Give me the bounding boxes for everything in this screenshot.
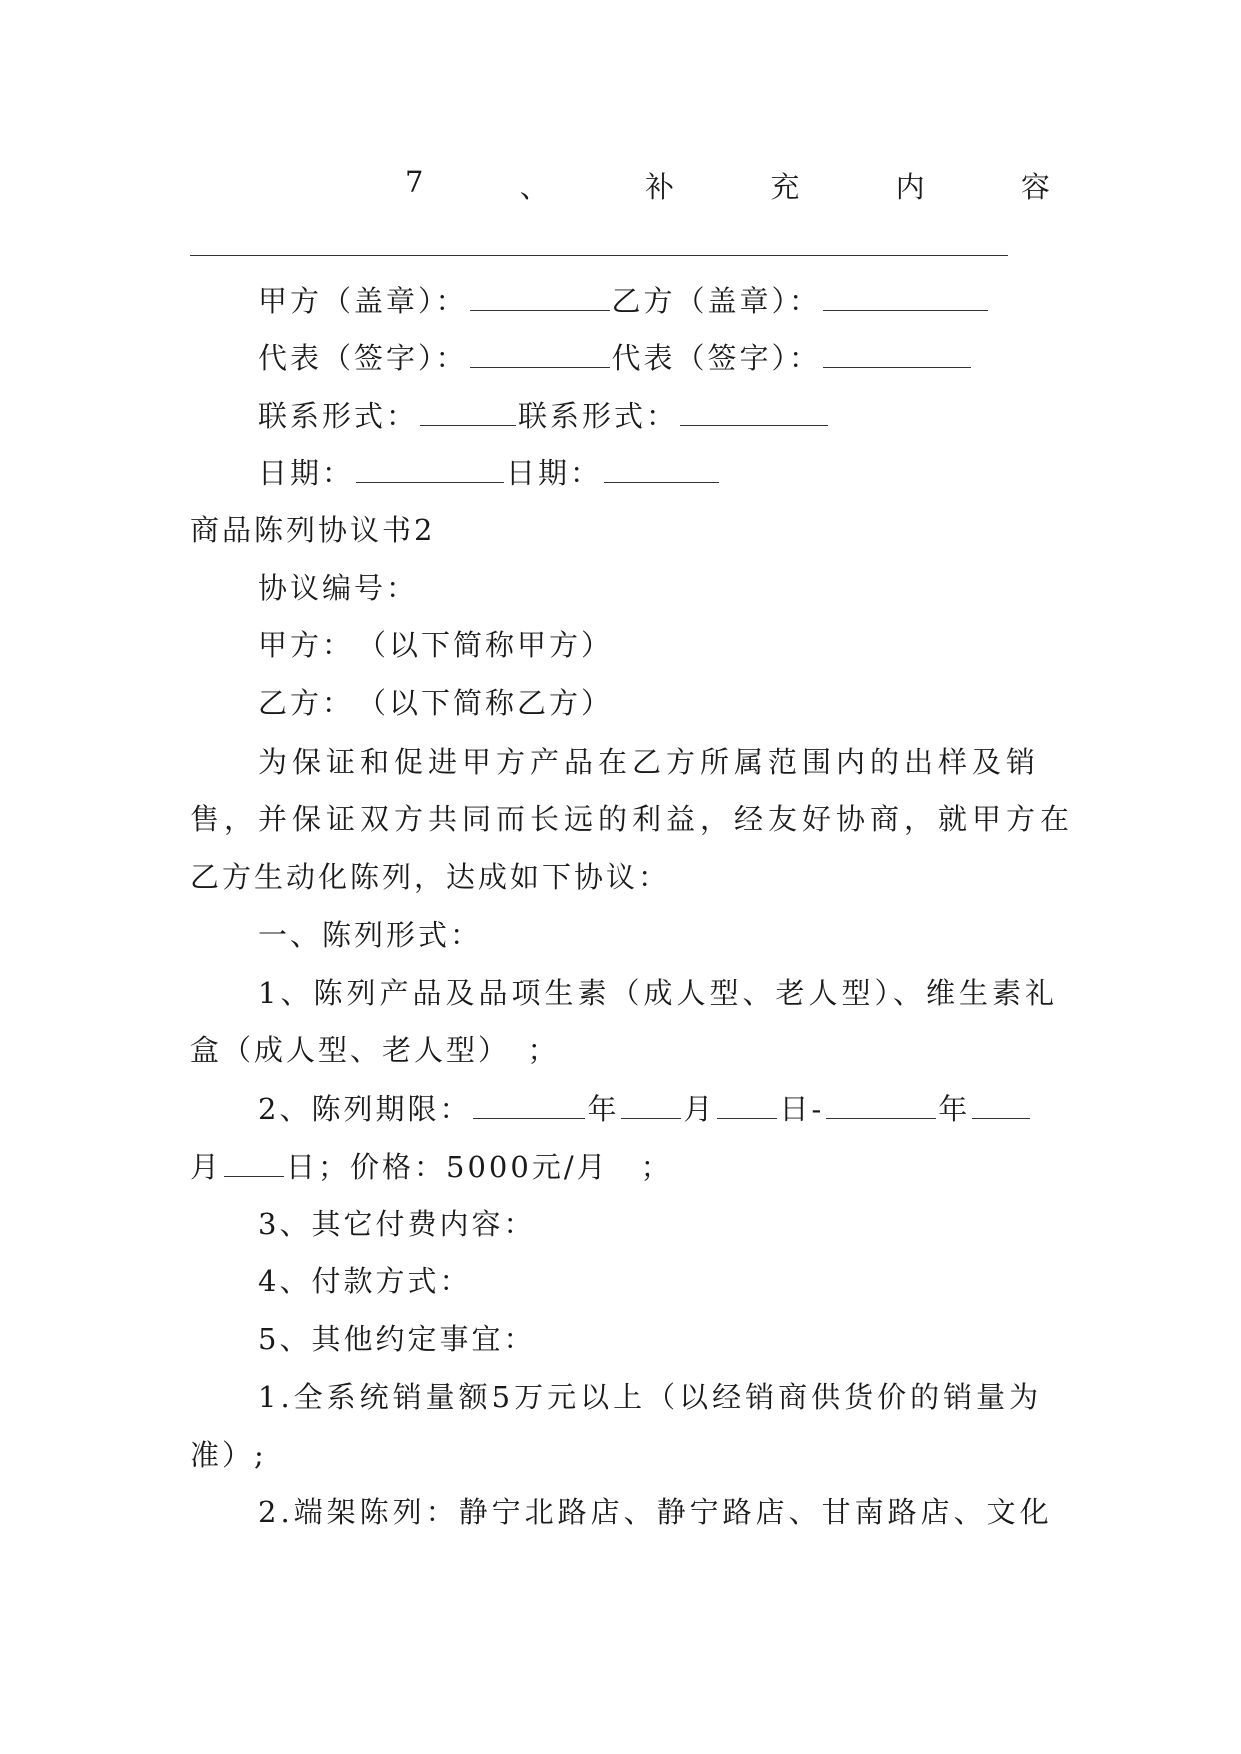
intro-paragraph-line: 为保证和促进甲方产品在乙方所属范围内的出样及销 [258,745,1041,779]
heading-number: 7 [405,165,424,199]
party-b-line: 乙方： （以下简称乙方） [258,686,614,720]
item-3-line: 3、其它付费内容： [258,1207,536,1241]
start-year-blank [473,1094,585,1119]
rep-b-label: 代表（签字）： [611,341,822,375]
heading-char: 容 [1020,170,1050,204]
rep-a-label: 代表（签字）： [258,341,468,375]
heading-char: 内 [895,170,925,204]
date-row [258,458,721,488]
intro-paragraph-line: 乙方生动化陈列，达成如下协议： [190,860,671,894]
contact-b-blank [680,401,828,426]
rep-b-blank [823,343,971,368]
condition-2-line: 2.端架陈列：静宁北路店、静宁路店、甘南路店、文化 [258,1495,1053,1529]
party-b-seal-label: 乙方（盖章）： [611,284,822,318]
item-1-line: 盒（成人型、老人型） ； [190,1033,560,1067]
section-7-heading [405,165,1050,206]
party-a-seal-blank [470,286,610,311]
start-month-blank [621,1094,681,1119]
item-5-line: 5、其他约定事宜： [258,1322,536,1356]
section-1-heading: 一、陈列形式： [258,918,483,952]
price-text: 日；价格：5000元/月 ； [286,1150,673,1184]
heading-separator: 、 [519,170,549,204]
party-b-seal-blank [823,286,988,311]
item-2-line [190,1152,673,1182]
item-4-line: 4、付款方式： [258,1264,472,1298]
period-label: 2、陈列期限： [258,1092,472,1126]
party-a-seal-label: 甲方（盖章）： [258,284,468,318]
start-day-blank [717,1094,777,1119]
intro-paragraph-line: 售，并保证双方共同而长远的利益，经友好协商，就甲方在 [190,802,1075,836]
doc-title: 商品陈列协议书2 [190,513,436,547]
year-label: 年 [938,1092,971,1126]
end-year-blank [826,1094,936,1119]
contact-row [258,401,830,431]
date-b-blank [604,458,719,483]
end-month-blank [972,1094,1030,1119]
supplement-blank-line [190,255,1008,256]
date-a-blank [356,458,504,483]
item-2-line [258,1094,1032,1124]
month-label: 月 [683,1092,716,1126]
item-1-line: 1、陈列产品及品项生素（成人型、老人型）、维生素礼 [258,976,1058,1010]
heading-char: 补 [645,170,675,204]
contact-b-label: 联系形式： [518,399,679,433]
heading-char: 充 [770,170,800,204]
party-a-line: 甲方： （以下简称甲方） [258,628,614,662]
day-dash-label: 日- [779,1092,825,1126]
end-day-blank [224,1152,284,1177]
condition-1-line: 准）; [190,1438,267,1472]
contact-a-blank [420,401,516,426]
agreement-number: 协议编号： [258,571,419,605]
seal-row [258,286,990,316]
month-label: 月 [190,1150,223,1184]
date-a-label: 日期： [258,456,355,490]
rep-a-blank [470,343,610,368]
date-b-label: 日期： [506,456,603,490]
contact-a-label: 联系形式： [258,399,419,433]
representative-row [258,343,973,373]
year-label: 年 [587,1092,620,1126]
condition-1-line: 1.全系统销量额5万元以上（以经销商供货价的销量为 [258,1380,1043,1414]
